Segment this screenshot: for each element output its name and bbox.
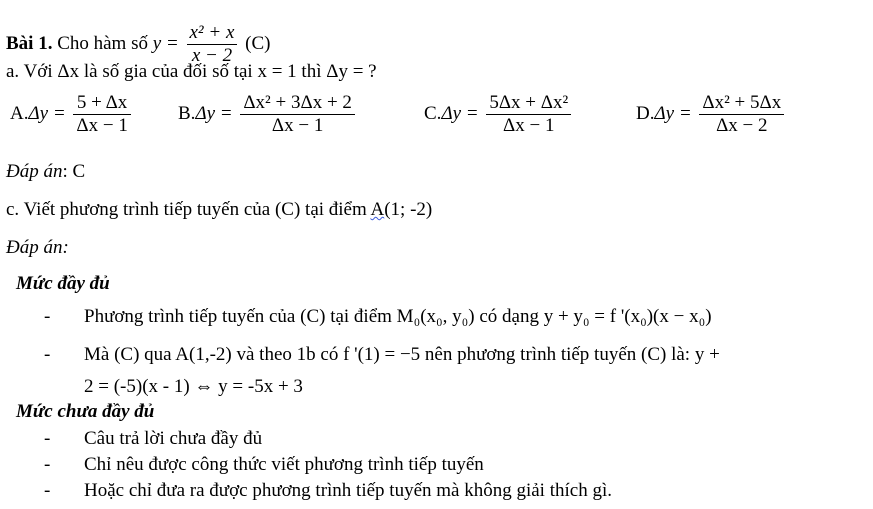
part-c-coords: (1; -2) — [384, 199, 433, 220]
option-denominator: Δx − 2 — [716, 115, 768, 136]
answer-value: : C — [62, 161, 86, 182]
option-fraction — [240, 92, 355, 137]
answer-label: Đáp án — [6, 237, 63, 258]
option-label: D. — [636, 102, 655, 124]
option-fraction — [699, 92, 784, 137]
function-numerator: x² + x — [187, 22, 238, 45]
function-lhs: y = — [152, 32, 179, 54]
full-heading: Mức đầy đủ — [16, 273, 110, 294]
option-label: A. — [10, 102, 29, 124]
part-c-point: A — [370, 199, 385, 220]
option-lhs: Δy = — [195, 102, 233, 124]
option-lhs: Δy = — [28, 102, 66, 124]
option-fraction — [73, 92, 130, 137]
option-fraction — [486, 92, 571, 137]
option-denominator: Δx − 1 — [76, 115, 128, 136]
full-item-1: Phương trình tiếp tuyến của (C) tại điểm M₀(x₀, y₀) có dạng y + y₀ = f '(x₀)(x − x₀) — [84, 306, 712, 327]
bullet: - — [44, 480, 51, 501]
option-label: B. — [178, 102, 196, 124]
partial-item-2: Chỉ nêu được công thức viết phương trình tiếp tuyến — [84, 454, 484, 475]
option-a — [10, 92, 134, 137]
answer-colon: : — [62, 237, 69, 258]
option-denominator: Δx − 1 — [503, 115, 555, 136]
answer-a — [6, 160, 85, 184]
option-c — [424, 92, 574, 137]
full-item-2: Mà (C) qua A(1,-2) và theo 1b có f '(1) = −5 nên phương trình tiếp tuyến (C) là: y + — [84, 344, 720, 365]
option-numerator: 5Δx + Δx² — [486, 92, 571, 115]
option-denominator: Δx − 1 — [271, 115, 324, 136]
partial-item-1: Câu trả lời chưa đầy đủ — [84, 428, 263, 449]
option-numerator: Δx² + 3Δx + 2 — [240, 92, 355, 115]
answer-c — [6, 236, 69, 260]
part-c-text: c. Viết phương trình tiếp tuyến của (C) tại điểm — [6, 199, 371, 220]
bullet: - — [44, 454, 51, 475]
function-denominator: x − 2 — [191, 45, 233, 66]
option-label: C. — [424, 102, 442, 124]
option-numerator: Δx² + 5Δx — [699, 92, 784, 115]
problem-intro: Cho hàm số — [57, 32, 148, 54]
option-numerator: 5 + Δx — [73, 92, 130, 115]
bullet: - — [44, 306, 51, 327]
partial-heading: Mức chưa đầy đủ — [16, 401, 155, 422]
bullet: - — [44, 344, 51, 365]
option-d — [636, 92, 787, 137]
full-item-2-cont: 2 = (-5)(x - 1) ⇔ y = -5x + 3 — [84, 376, 303, 397]
problem-label: Bài 1. — [6, 32, 53, 54]
option-lhs: Δy = — [654, 102, 692, 124]
function-tag: (C) — [245, 32, 271, 54]
partial-item-3: Hoặc chỉ đưa ra được phương trình tiếp tuyến mà không giải thích gì. — [84, 480, 612, 501]
part-a-question: a. Với Δx là số gia của đối số tại x = 1 thì Δy = ? — [6, 61, 377, 82]
option-b — [178, 92, 358, 137]
option-lhs: Δy = — [441, 102, 479, 124]
part-c-question — [6, 198, 432, 222]
bullet: - — [44, 428, 51, 449]
answer-label: Đáp án — [6, 161, 63, 182]
